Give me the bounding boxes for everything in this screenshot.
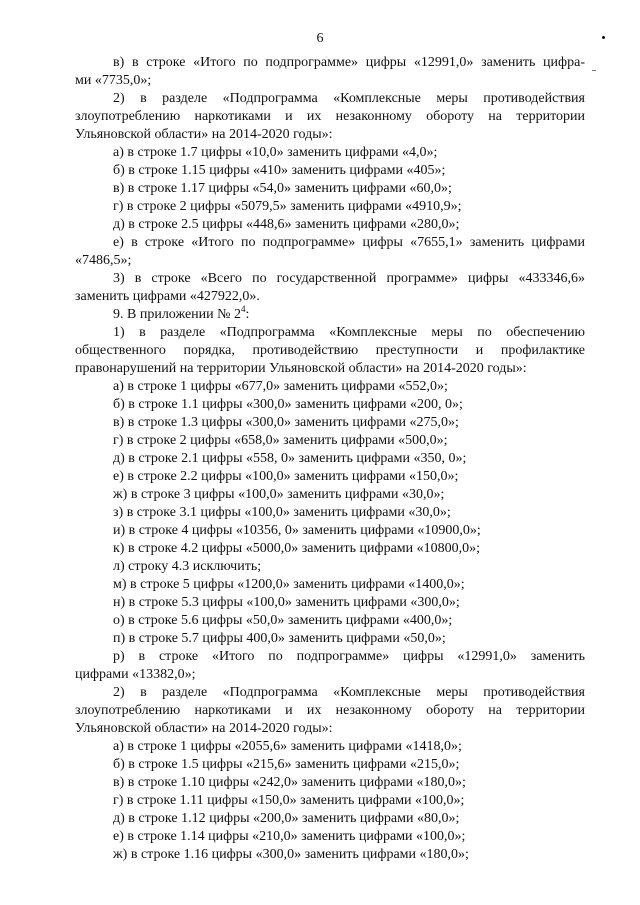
text-line bbox=[75, 504, 585, 522]
line-text: а) в строке 1 цифры «2055,6» заменить цифрами «1418,0»; bbox=[113, 739, 462, 754]
text-line bbox=[75, 702, 585, 720]
line-text: Ульяновской области» на 2014-2020 годы»: bbox=[75, 127, 333, 142]
line-text: ми «7735,0»; bbox=[75, 73, 152, 88]
line-text: ж) в строке 3 цифры «100,0» заменить цифрами «30,0»; bbox=[113, 487, 445, 502]
text-line bbox=[75, 522, 585, 540]
line-text: цифрами «13382,0»; bbox=[75, 667, 196, 682]
text-line bbox=[75, 828, 585, 846]
line-text: г) в строке 1.11 цифры «150,0» заменить цифрами «100,0»; bbox=[113, 793, 465, 808]
text-line bbox=[75, 126, 585, 144]
text-line bbox=[75, 594, 585, 612]
text-line bbox=[75, 558, 585, 576]
text-line bbox=[75, 846, 585, 864]
document-body bbox=[75, 54, 585, 864]
line-text: «7486,5»; bbox=[75, 253, 132, 268]
line-text: а) в строке 1 цифры «677,0» заменить цифрами «552,0»; bbox=[113, 379, 448, 394]
text-line bbox=[75, 54, 585, 72]
text-line bbox=[75, 756, 585, 774]
text-line bbox=[75, 198, 585, 216]
text-line bbox=[75, 810, 585, 828]
line-text: б) в строке 1.5 цифры «215,6» заменить цифрами «215,0»; bbox=[113, 757, 460, 772]
line-text: н) в строке 5.3 цифры «100,0» заменить цифрами «300,0»; bbox=[113, 595, 460, 610]
line-text: г) в строке 2 цифры «658,0» заменить цифрами «500,0»; bbox=[113, 433, 448, 448]
line-text: в) в строке 1.10 цифры «242,0» заменить цифрами «180,0»; bbox=[113, 775, 466, 790]
line-text: о) в строке 5.6 цифры «50,0» заменить цифрами «400,0»; bbox=[113, 613, 453, 628]
line-text: заменить цифрами «427922,0». bbox=[75, 289, 260, 304]
line-text: б) в строке 1.1 цифры «300,0» заменить цифрами «200, 0»; bbox=[113, 397, 463, 412]
line-text: е) в строке 2.2 цифры «100,0» заменить цифрами «150,0»; bbox=[113, 469, 459, 484]
text-line bbox=[75, 450, 585, 468]
text-line bbox=[75, 396, 585, 414]
scan-mark bbox=[592, 70, 596, 71]
text-line bbox=[75, 432, 585, 450]
line-text: 1) в разделе «Подпрограмма «Комплексные меры по обеспечению bbox=[113, 325, 585, 340]
line-text: в) в строке 1.3 цифры «300,0» заменить цифрами «275,0»; bbox=[113, 415, 459, 430]
text-line bbox=[75, 738, 585, 756]
line-text: злоупотреблению наркотиками и их незаконному обороту на территории bbox=[75, 703, 585, 718]
text-line bbox=[75, 720, 585, 738]
text-line bbox=[75, 162, 585, 180]
text-line bbox=[75, 774, 585, 792]
line-text: л) строку 4.3 исключить; bbox=[113, 559, 262, 574]
text-line bbox=[75, 360, 585, 378]
text-line bbox=[75, 324, 585, 342]
line-text: д) в строке 1.12 цифры «200,0» заменить цифрами «80,0»; bbox=[113, 811, 460, 826]
text-line bbox=[75, 414, 585, 432]
text-line bbox=[75, 666, 585, 684]
text-line bbox=[75, 90, 585, 108]
line-text: е) в строке 1.14 цифры «210,0» заменить цифрами «100,0»; bbox=[113, 829, 466, 844]
text-line bbox=[75, 288, 585, 306]
text-line bbox=[75, 792, 585, 810]
text-line bbox=[75, 684, 585, 702]
text-line bbox=[75, 378, 585, 396]
line-text: правонарушений на территории Ульяновской области» на 2014-2020 годы»: bbox=[75, 361, 527, 376]
text-line bbox=[75, 630, 585, 648]
superscript: 4 bbox=[241, 304, 246, 314]
line-text: д) в строке 2.1 цифры «558, 0» заменить цифрами «350, 0»; bbox=[113, 451, 467, 466]
text-line bbox=[75, 216, 585, 234]
line-text: злоупотреблению наркотиками и их незаконному обороту на территории bbox=[75, 109, 585, 124]
text-line bbox=[75, 648, 585, 666]
text-line bbox=[75, 252, 585, 270]
text-line bbox=[75, 270, 585, 288]
text-line bbox=[75, 144, 585, 162]
line-text: в) в строке 1.17 цифры «54,0» заменить цифрами «60,0»; bbox=[113, 181, 452, 196]
text-line bbox=[75, 342, 585, 360]
text-line bbox=[75, 306, 585, 324]
line-text: ж) в строке 1.16 цифры «300,0» заменить цифрами «180,0»; bbox=[113, 847, 469, 862]
line-text: а) в строке 1.7 цифры «10,0» заменить цифрами «4,0»; bbox=[113, 145, 438, 160]
line-text: з) в строке 3.1 цифры «100,0» заменить цифрами «30,0»; bbox=[113, 505, 451, 520]
line-text: 3) в строке «Всего по государственной программе» цифры «433346,6» bbox=[113, 271, 585, 286]
line-text: Ульяновской области» на 2014-2020 годы»: bbox=[75, 721, 333, 736]
line-text: 2) в разделе «Подпрограмма «Комплексные меры противодействия bbox=[113, 685, 585, 700]
text-line bbox=[75, 72, 585, 90]
line-text: общественного порядка, противодействию преступности и профилактике bbox=[75, 343, 585, 358]
line-text: б) в строке 1.15 цифры «410» заменить цифрами «405»; bbox=[113, 163, 446, 178]
line-text: и) в строке 4 цифры «10356, 0» заменить цифрами «10900,0»; bbox=[113, 523, 481, 538]
text-line bbox=[75, 486, 585, 504]
line-text: р) в строке «Итого по подпрограмме» цифры «12991,0» заменить bbox=[113, 649, 585, 664]
line-text: м) в строке 5 цифры «1200,0» заменить цифрами «1400,0»; bbox=[113, 577, 465, 592]
line-text: п) в строке 5.7 цифры 400,0» заменить цифрами «50,0»; bbox=[113, 631, 446, 646]
text-line bbox=[75, 576, 585, 594]
text-line bbox=[75, 234, 585, 252]
line-text: 9. В приложении № 2 bbox=[113, 307, 241, 322]
line-text: 2) в разделе «Подпрограмма «Комплексные меры противодействия bbox=[113, 91, 585, 106]
line-text: в) в строке «Итого по подпрограмме» цифры «12991,0» заменить цифра- bbox=[113, 55, 585, 70]
text-line bbox=[75, 540, 585, 558]
text-line bbox=[75, 468, 585, 486]
text-line bbox=[75, 180, 585, 198]
line-text: к) в строке 4.2 цифры «5000,0» заменить цифрами «10800,0»; bbox=[113, 541, 481, 556]
scan-speck bbox=[602, 36, 605, 39]
line-text: д) в строке 2.5 цифры «448,6» заменить цифрами «280,0»; bbox=[113, 217, 460, 232]
line-tail: : bbox=[245, 307, 250, 322]
text-line bbox=[75, 108, 585, 126]
page-number: 6 bbox=[316, 31, 324, 46]
text-line bbox=[75, 612, 585, 630]
line-text: е) в строке «Итого по подпрограмме» цифры «7655,1» заменить цифрами bbox=[113, 235, 585, 250]
line-text: г) в строке 2 цифры «5079,5» заменить цифрами «4910,9»; bbox=[113, 199, 462, 214]
